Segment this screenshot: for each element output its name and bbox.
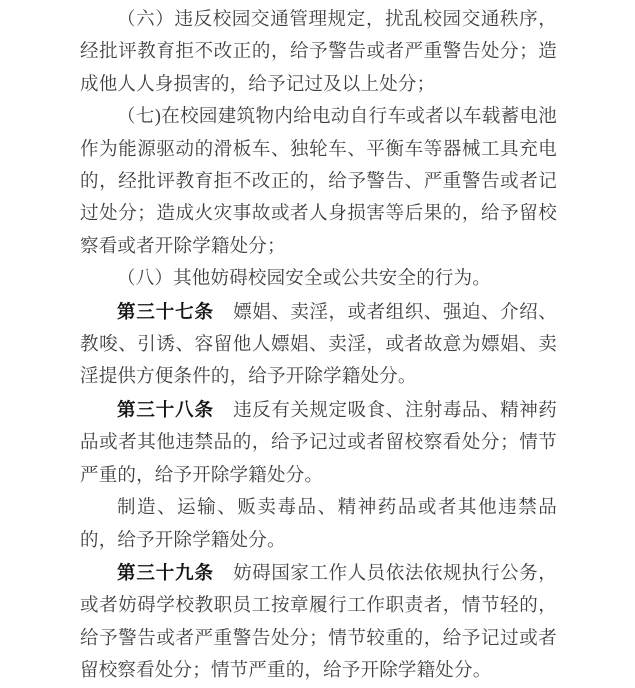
paragraph-text: （七)在校园建筑物内给电动自行车或者以车载蓄电池作为能源驱动的滑板车、独轮车、平衡车等器械工具充电的，经批评教育拒不改正的，给予警告、严重警告或者记过处分；造成火灾事故或者人身损害等后果的，给予留校察看或者开除学籍处分；	[80, 107, 557, 257]
paragraph-text: 嫖娼、卖淫，或者组织、强迫、介绍、教唆、引诱、容留他人嫖娼、卖淫，或者故意为嫖娼、卖淫提供方便条件的，给予开除学籍处分。	[80, 302, 557, 388]
paragraph-text: 妨碍国家工作人员依法依规执行公务，或者妨碍学校教职员工按章履行工作职责者，情节轻的，给予警告或者严重警告处分；情节较重的，给予记过或者留校察看处分；情节严重的，给予开除学籍处分。	[80, 563, 557, 682]
clause-paragraph-7	[80, 101, 557, 263]
clause-paragraph-8	[80, 263, 557, 295]
paragraph-text: （八）其他妨碍校园安全或公共安全的行为。	[117, 269, 492, 290]
clause-paragraph-6	[80, 4, 557, 101]
article-number-label: 第三十九条	[117, 561, 214, 583]
article-38-continuation-paragraph	[80, 492, 557, 557]
paragraph-text: 违反有关规定吸食、注射毒品、精神药品或者其他违禁品的，给予记过或者留校察看处分；情节严重的，给予开除学籍处分。	[80, 400, 557, 486]
article-number-label: 第三十八条	[117, 398, 214, 420]
article-39-paragraph	[80, 557, 557, 688]
article-37-paragraph	[80, 296, 557, 394]
paragraph-text: （六）违反校园交通管理规定，扰乱校园交通秩序，经批评教育拒不改正的，给予警告或者严重警告处分；造成他人人身损害的，给予记过及以上处分；	[80, 10, 557, 95]
article-number-label: 第三十七条	[117, 300, 214, 322]
article-38-paragraph	[80, 394, 557, 492]
paragraph-text: 制造、运输、贩卖毒品、精神药品或者其他违禁品的，给予开除学籍处分。	[80, 498, 557, 551]
